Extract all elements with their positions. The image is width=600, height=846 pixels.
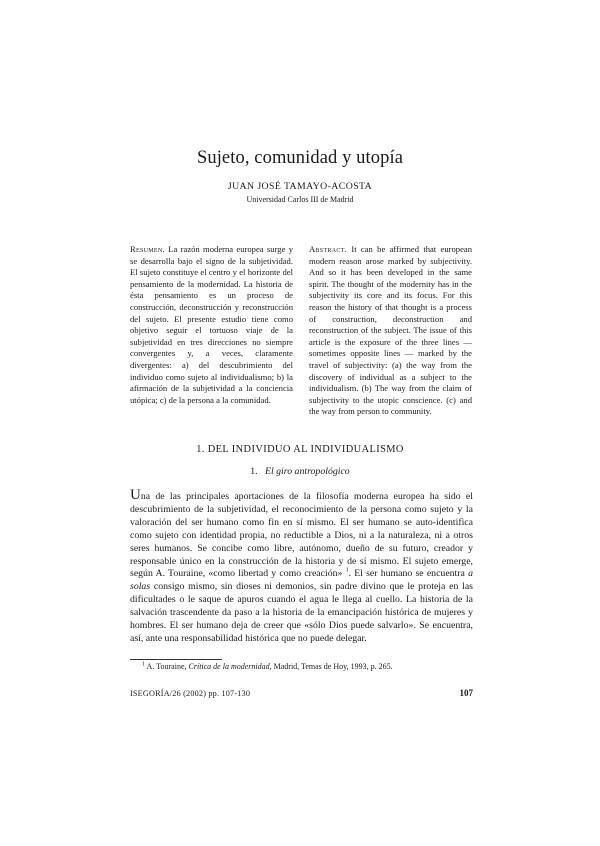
footnote-number: 1 bbox=[142, 661, 145, 668]
abstract-spanish bbox=[130, 244, 293, 406]
abstract-en-label: Abstract. bbox=[309, 244, 348, 254]
footnote-book-title: Crítica de la modernidad bbox=[188, 662, 270, 671]
page-number: 107 bbox=[459, 688, 473, 698]
abstract-english bbox=[309, 244, 472, 418]
body-text-part1: na de las principales aportaciones de la filosofía moderna europea ha sido el descubrimiento de la subjetividad, el reconocimiento de la persona como sujeto y la valoración del ser humano como fin en sí mismo. El ser humano se auto-identifica como sujeto con identidad propia, no reductible a Dios, ni a la naturaleza, ni a otros seres humanos. Se concibe como libre, autónomo, dueño de su futuro, creador y responsable único en la construcción de la historia y de sí mismo. El sujeto emerge, según A. Touraine, «como libertad y como creación» bbox=[130, 491, 473, 580]
abstract-en-text: It can be affirmed that european modern reason arose marked by subjectivity. And so it has been developed in the same spirit. The thought of the modernity has in the subjectivity its core and its focus. For this reason the history of that thought is a process of construction, deconstruction and reconstruction of the subject. The issue of this article is the exposure of the three lines — sometimes opposite lines — marked by the travel of subjectivity: (a) the way from the discovery of individual as a subject to the individualism. (b) The way from the claim of subjectivity to the utopic conscience. (c) and the way from person to community. bbox=[309, 244, 472, 417]
footnote-reference[interactable]: 1 bbox=[345, 568, 349, 575]
body-text-part2: . El ser humano se encuentra bbox=[348, 568, 469, 580]
abstract-es-label: Resumen. bbox=[130, 244, 165, 254]
author-affiliation: Universidad Carlos III de Madrid bbox=[246, 195, 354, 204]
subsection-title: El giro antropológico bbox=[264, 466, 350, 477]
article-title: Sujeto, comunidad y utopía bbox=[196, 148, 404, 168]
journal-citation: ISEGORÍA/26 (2002) pp. 107-130 bbox=[130, 689, 251, 698]
abstract-es-text: La razón moderna europea surge y se desarrolla bajo el signo de la subjetividad. El sujeto constituye el centro y el horizonte del pensamiento de la modernidad. La historia de ésta pensamiento es un proceso de construcción, deconstrucción y reconstrucción del sujeto. El presente estudio tiene como objetivo seguir el tortuoso viaje de la subjetividad en tres direcciones no siempre convergentes y, a veces, claramente divergentes: a) del descubrimiento del individuo como sujeto al individualismo; b) la afirmación de la subjetividad a la conciencia utópica; c) de la persona a la comunidad. bbox=[130, 244, 293, 405]
subsection-number: 1. bbox=[250, 466, 258, 477]
section-heading: 1. DEL INDIVIDUO AL INDIVIDUALISMO bbox=[196, 444, 404, 455]
body-paragraph bbox=[130, 489, 473, 646]
footnote-author: A. Touraine, bbox=[145, 662, 189, 671]
drop-cap: U bbox=[130, 487, 141, 503]
footnote bbox=[142, 662, 473, 672]
footnote-rest: , Madrid, Temas de Hoy, 1993, p. 265. bbox=[269, 662, 393, 671]
footnote-divider bbox=[130, 659, 222, 660]
author-name: JUAN JOSÉ TAMAYO-ACOSTA bbox=[227, 181, 373, 192]
body-text-part3: consigo mismo, sin dioses ni demonios, sin padre divino que le proteja en las dificultades o le saque de apuros cuando el agua le llega al cuello. La historia de la salvación trascendente da paso a la historia de la emancipación histórica de mujeres y hombres. El ser humano deja de creer que «sólo Dios puede salvarlo». Se encuentra, así, ante una responsabilidad histórica que no puede delegar. bbox=[130, 581, 473, 644]
body-text-italic: a solas bbox=[130, 568, 473, 593]
subsection-heading bbox=[0, 466, 600, 477]
